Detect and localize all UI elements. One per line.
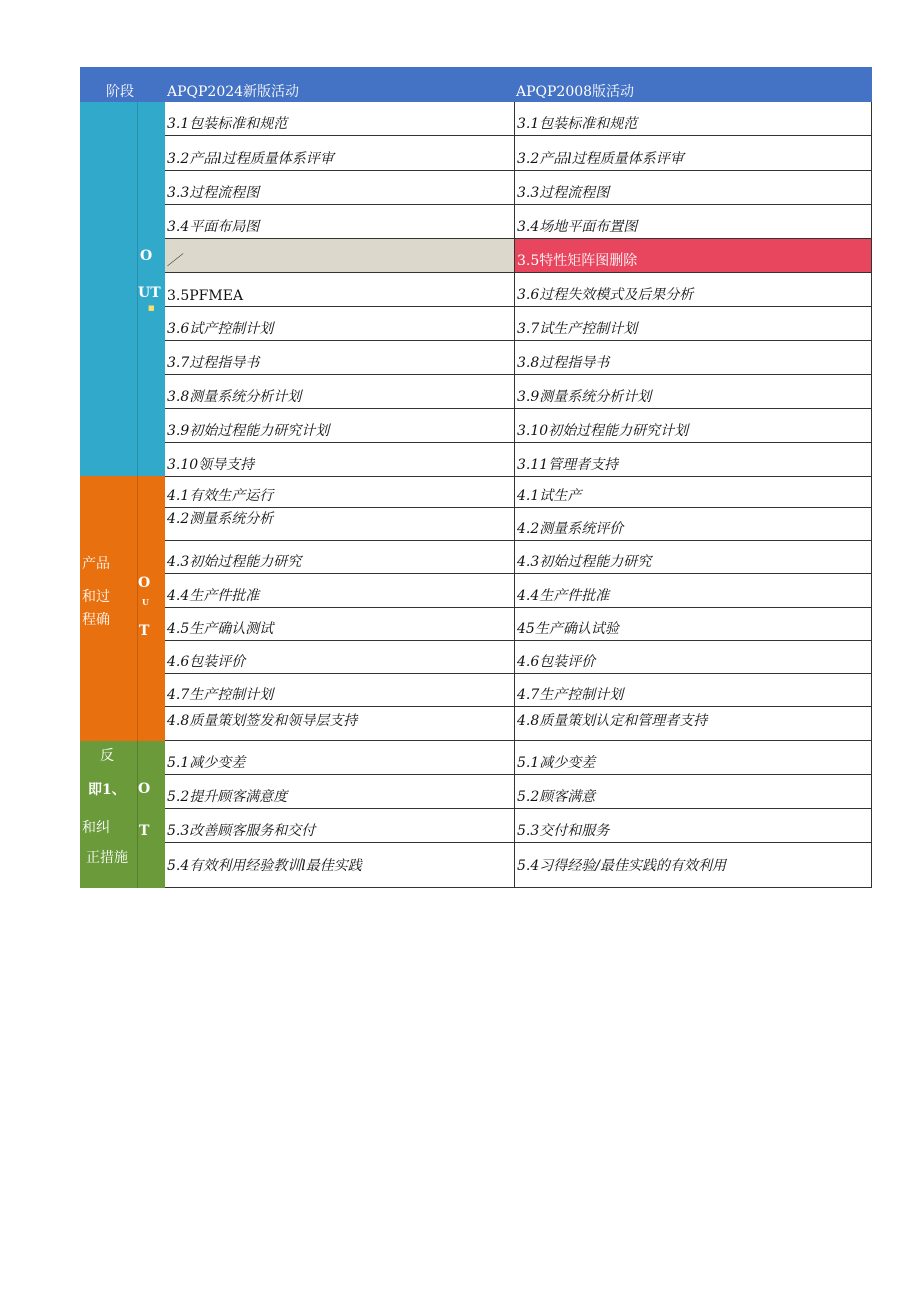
activity-2024: 4.8质量策划签发和领导层支持: [167, 713, 358, 729]
table-row: [165, 574, 872, 608]
activity-2008: 3.4场地平面布置图: [517, 219, 638, 235]
activity-2024: 5.4有效利用经验教训l最佳实践: [167, 858, 362, 874]
activity-2008: 4.1试生产: [517, 488, 582, 504]
activity-2008: 5.3交付和服务: [517, 823, 610, 839]
activity-2008: 3.7试生产控制计划: [517, 321, 638, 337]
phase5-label-line4: 正措施: [86, 850, 128, 866]
activity-2024: 3.4平面布局图: [167, 219, 260, 235]
activity-2008: 4.3初始过程能力研究: [517, 554, 652, 570]
table-row: [165, 641, 872, 674]
table-header: [80, 67, 872, 102]
table-row: [165, 307, 872, 341]
activity-2008: 4.2测量系统评价: [517, 521, 624, 537]
phase3-letters-ut: UT: [138, 285, 161, 301]
activity-2024: 5.2提升顾客满意度: [167, 789, 288, 805]
table-row-deleted: [165, 239, 872, 273]
activity-2024: 4.4生产件批准: [167, 588, 260, 604]
activity-2008: 5.2顾客满意: [517, 789, 596, 805]
header-apqp2024: APQP2024新版活动: [167, 84, 300, 100]
activity-2024: 4.3初始过程能力研究: [167, 554, 302, 570]
activity-2024: 4.2测量系统分析: [167, 511, 274, 527]
activity-2024: 3.8测量系统分析计划: [167, 389, 302, 405]
table-row: [165, 171, 872, 205]
activity-2008: 4.8质量策划认定和管理者支持: [517, 713, 708, 729]
activity-2008: 3.6过程失效模式及后果分析: [517, 287, 694, 303]
activity-2024: 3.7过程指导书: [167, 355, 260, 371]
activity-2024: 5.1减少变差: [167, 755, 246, 771]
activity-2024: ／: [167, 253, 181, 269]
activity-2008: 3.5特性矩阵图删除: [517, 253, 638, 269]
table-row: [165, 674, 872, 707]
activity-2024: 3.2产品l过程质量体系评审: [167, 151, 334, 167]
phase3-mark: ■: [148, 304, 155, 312]
header-apqp2008: APQP2008版活动: [516, 84, 635, 100]
activity-2024: 3.5PFMEA: [167, 288, 244, 304]
table-row: [165, 136, 872, 171]
table-row: [165, 273, 872, 307]
activity-2008: 4.7生产控制计划: [517, 687, 624, 703]
table-row: [165, 608, 872, 641]
table-row: [165, 102, 872, 136]
activity-2008: 5.4习得经验/最佳实践的有效利用: [517, 858, 726, 874]
table-row: [165, 205, 872, 239]
activity-2008: 3.9测量系统分析计划: [517, 389, 652, 405]
table-row: [165, 508, 872, 541]
activity-2008: 5.1减少变差: [517, 755, 596, 771]
table-row: [165, 443, 872, 477]
activity-2008: 4.4生产件批准: [517, 588, 610, 604]
phase4-label-line2: 和过: [82, 589, 110, 605]
phase5-label-line1: 反: [100, 748, 114, 764]
table-row: [165, 375, 872, 409]
phase4-label-line1: 产品: [82, 556, 110, 572]
activity-2024: 5.3改善顾客服务和交付: [167, 823, 316, 839]
phase4-letter-o: O: [138, 575, 151, 591]
activity-2024: 3.1包装标准和规范: [167, 116, 288, 132]
activity-2008: 3.3过程流程图: [517, 185, 610, 201]
phase5-label-line2: 即1、: [88, 782, 126, 798]
activity-2008: 45生产确认试验: [517, 621, 619, 637]
activity-2008: 3.2产品l过程质量体系评审: [517, 151, 684, 167]
table-row: [165, 741, 872, 775]
activity-2008: 3.1包装标准和规范: [517, 116, 638, 132]
activity-2024: 4.6包装评价: [167, 654, 246, 670]
activity-2008: 3.8过程指导书: [517, 355, 610, 371]
phase4-letter-u: U: [142, 597, 149, 607]
phase3-letter-o: O: [140, 248, 153, 264]
phase5-letter-o: O: [138, 781, 151, 797]
activity-2024: 3.3过程流程图: [167, 185, 260, 201]
activity-2024: 4.7生产控制计划: [167, 687, 274, 703]
phase4-divider: [137, 476, 166, 741]
activity-2008: 4.6包装评价: [517, 654, 596, 670]
table-row: [165, 809, 872, 843]
apqp-comparison-table: [80, 67, 872, 888]
activity-2024: 3.9初始过程能力研究计划: [167, 423, 330, 439]
table-row: [165, 541, 872, 574]
table-row: [165, 843, 872, 888]
activity-2024: 4.5生产确认测试: [167, 621, 274, 637]
activity-2008: 3.10初始过程能力研究计划: [517, 423, 689, 439]
activity-2024: 4.1有效生产运行: [167, 488, 274, 504]
phase4-label-line3: 程确: [82, 612, 110, 628]
table-row: [165, 409, 872, 443]
phase5-divider: [137, 741, 166, 888]
table-row: [165, 707, 872, 741]
table-row: [165, 477, 872, 508]
table-row: [165, 775, 872, 809]
header-stage: 阶段: [106, 84, 134, 100]
phase5-letter-t: T: [139, 823, 150, 839]
phase4-letter-t: T: [139, 623, 150, 639]
activity-2008: 3.11管理者支持: [517, 457, 619, 473]
phase5-label-line3: 和纠: [82, 820, 110, 836]
activity-2024: 3.10领导支持: [167, 457, 255, 473]
table-row: [165, 341, 872, 375]
activity-2024: 3.6试产控制计划: [167, 321, 274, 337]
